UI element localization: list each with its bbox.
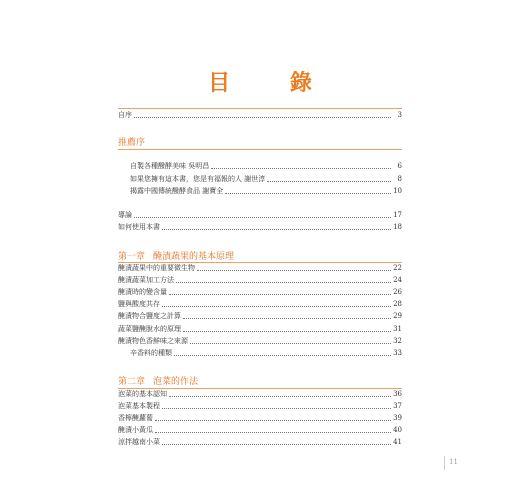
dot-leader [162,408,391,409]
entry-page: 10 [393,187,402,195]
title-rule [118,108,402,109]
entry-page: 32 [393,337,402,345]
toc-entry[interactable] [118,210,402,220]
toc-entry[interactable] [130,348,402,358]
entry-label: 醃漬小黃瓜 [118,426,153,434]
toc-entry[interactable] [130,161,402,171]
dot-leader [190,343,391,344]
toc-entry[interactable] [118,324,402,334]
entry-page: 33 [393,349,402,357]
toc-entry[interactable] [118,389,402,399]
entry-page: 18 [393,223,402,231]
dot-leader [174,355,391,356]
toc-entry[interactable] [118,299,402,309]
entry-label: 如果您擁有這本書，您是有福報的人 謝世淳 [130,175,266,183]
entry-label: 香檸醃蘿蔔 [118,414,153,422]
entry-page: 37 [393,402,402,410]
toc-entry[interactable] [118,413,402,423]
page-number: 11 [449,458,458,466]
entry-label: 醃漬時的變含量 [118,288,167,296]
entry-label: 自序 [118,111,132,119]
dot-leader [162,444,391,445]
toc-entry[interactable] [118,263,402,273]
entry-label: 醃漬物合鹽度之計算 [118,312,181,320]
dot-leader [169,294,391,295]
entry-page: 17 [393,211,402,219]
toc-entry[interactable] [130,186,402,196]
dot-leader [267,181,391,182]
entry-label: 泡菜的基本認知 [118,390,167,398]
entry-label: 辛香料的種類 [130,349,172,357]
entry-page: 8 [397,175,402,183]
toc-entry[interactable] [118,287,402,297]
toc-entry[interactable] [118,275,402,285]
entry-label: 如何使用本書 [118,223,160,231]
entry-label: 揭露中國傳統醱酵食品 謝寶全 [130,187,224,195]
entry-page: 3 [397,111,402,119]
dot-leader [162,306,391,307]
toc-entry[interactable] [118,437,402,447]
dot-leader [134,217,391,218]
entry-page: 41 [393,438,402,446]
entry-label: 蔬菜鹽醃脫水的原理 [118,325,181,333]
entry-label: 自製各種醱酵美味 吳明昌 [130,162,210,170]
dot-leader [134,117,391,118]
footer-divider [444,456,445,470]
toc-entry[interactable] [130,174,402,184]
entry-label: 鹽與酸度共存 [118,300,160,308]
entry-label: 涼拌越南小菜 [118,438,160,446]
entry-label: 泡菜基本製程 [118,402,160,410]
entry-page: 22 [393,264,402,272]
entry-page: 24 [393,276,402,284]
entry-label: 導論 [118,211,132,219]
section-heading-recommend: 推薦序 [118,138,146,148]
toc-entry-preface[interactable] [118,110,402,120]
dot-leader [211,168,391,169]
section-heading-chapter1: 第一章 醃漬蔬果的基本原理 [118,252,235,262]
dot-leader [155,432,391,433]
page-title: 目 錄 [208,70,338,96]
toc-entry[interactable] [118,401,402,411]
toc-entry[interactable] [118,311,402,321]
entry-page: 36 [393,390,402,398]
entry-label: 醃漬物色香鮮味之來源 [118,337,188,345]
entry-page: 39 [393,414,402,422]
entry-page: 28 [393,300,402,308]
entry-page: 40 [393,426,402,434]
entry-page: 29 [393,312,402,320]
entry-label: 醃漬蔬菜加工方法 [118,276,174,284]
dot-leader [183,331,391,332]
dot-leader [225,193,391,194]
dot-leader [155,420,391,421]
toc-entry[interactable] [118,425,402,435]
entry-page: 26 [393,288,402,296]
dot-leader [197,270,391,271]
toc-entry[interactable] [118,336,402,346]
entry-label: 醃漬蔬果中的重要微生物 [118,264,195,272]
dot-leader [183,318,391,319]
entry-page: 31 [393,325,402,333]
section-heading-chapter2: 第二章 泡菜的作法 [118,377,199,387]
dot-leader [176,282,391,283]
entry-page: 6 [397,162,402,170]
toc-entry[interactable] [118,222,402,232]
section-rule [118,149,402,150]
dot-leader [162,229,391,230]
dot-leader [169,396,391,397]
